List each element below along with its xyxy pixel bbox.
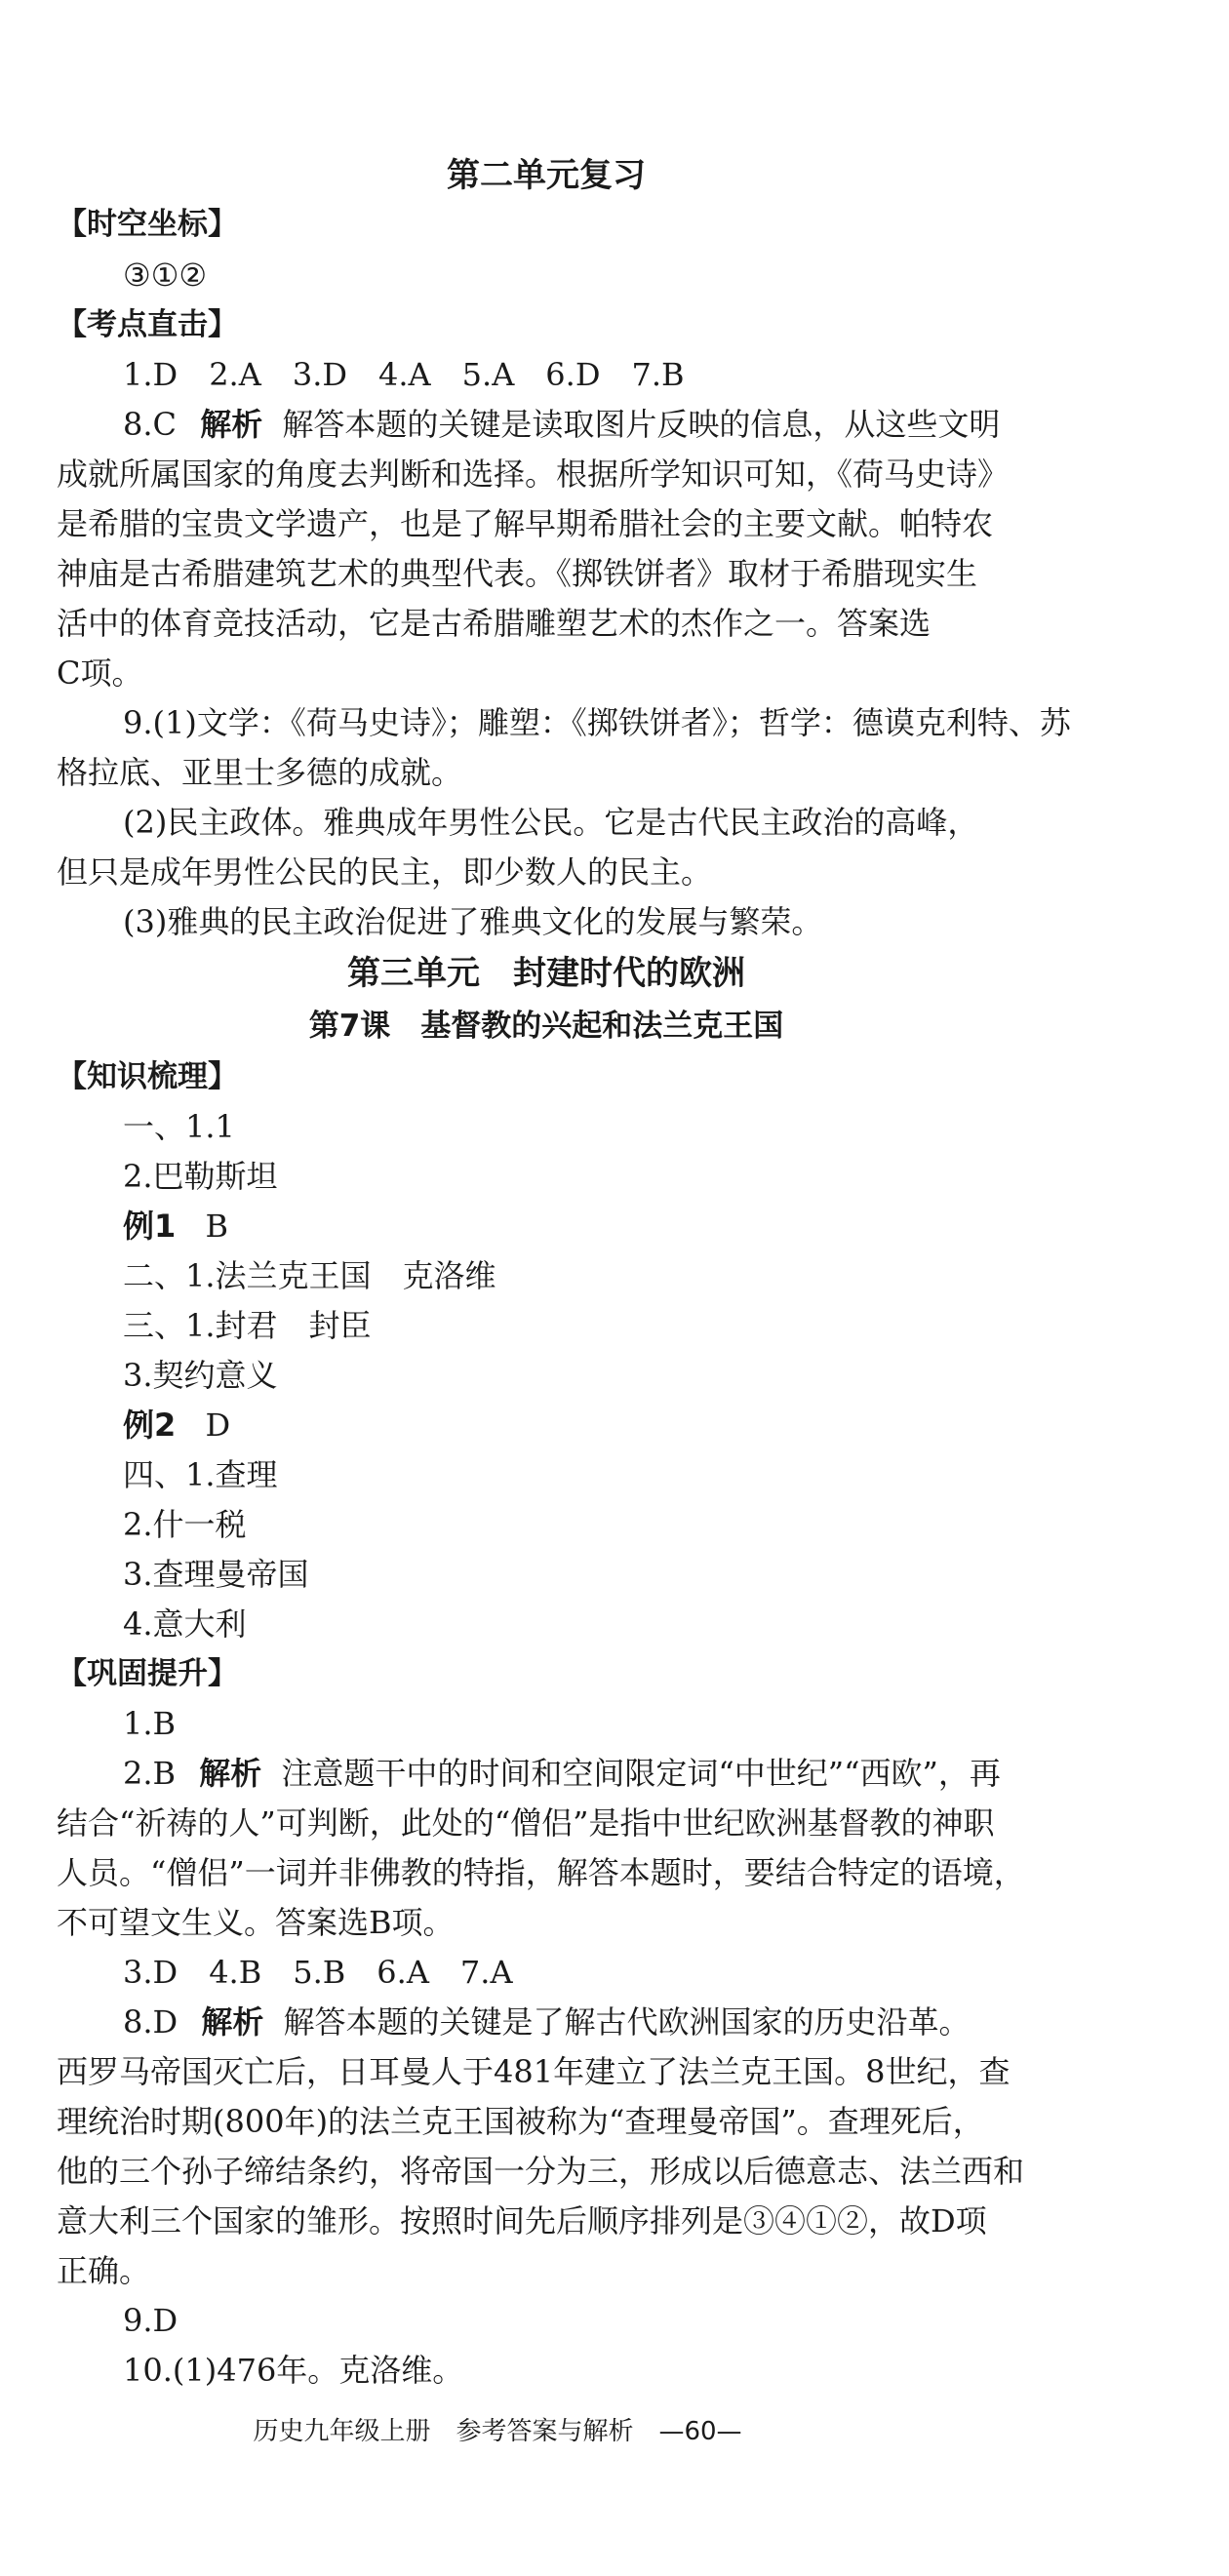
knowledge-item: 一、1.1 (123, 1108, 235, 1145)
knowledge-item: 2.什一税 (123, 1506, 247, 1543)
knowledge-item: 3.查理曼帝国 (123, 1556, 309, 1593)
knowledge-item: 3.契约意义 (123, 1357, 278, 1394)
c8-number: 8.D (123, 2003, 178, 2041)
q9-text-line: 9.(1)文学：《荷马史诗》；雕塑：《掷铁饼者》；哲学：德谟克利特、苏 (123, 704, 1071, 741)
c8-text: 解答本题的关键是了解古代欧洲国家的历史沿革。 (283, 2003, 971, 2041)
c8-text-line: 正确。 (57, 2252, 151, 2289)
q8-first-line (123, 405, 1000, 444)
example-2-answer: D (205, 1407, 231, 1444)
unit3-title: 第三单元 封建时代的欧洲 (347, 954, 745, 993)
lesson7-title: 第7课 基督教的兴起和法兰克王国 (308, 1009, 784, 1044)
c8-text-line: 他的三个孙子缔结条约，将帝国一分为三，形成以后德意志、法兰西和 (57, 2153, 1025, 2190)
example-2 (123, 1406, 230, 1445)
c8-text-line: 理统治时期(800年)的法兰克王国被称为“查理曼帝国”。查理死后， (57, 2103, 984, 2140)
q8-text-line: 成就所属国家的角度去判断和选择。根据所学知识可知，《荷马史诗》 (57, 456, 1010, 493)
knowledge-item: 三、1.封君 封臣 (123, 1307, 372, 1344)
page-footer: 历史九年级上册 参考答案与解析 —60— (253, 2417, 742, 2446)
example-1 (123, 1207, 228, 1246)
c2-first-line (123, 1754, 1001, 1793)
section-label-consolidate: 【巩固提升】 (57, 1656, 238, 1691)
example-1-label: 例1 (123, 1208, 177, 1245)
c8-text-line: 西罗马帝国灭亡后，日耳曼人于481年建立了法兰克王国。8世纪，查 (57, 2053, 1011, 2090)
unit2-review-title: 第二单元复习 (447, 156, 646, 195)
q8-number: 8.C (123, 406, 178, 443)
q9-3-text: (3)雅典的民主政治促进了雅典文化的发展与繁荣。 (123, 903, 823, 940)
knowledge-item: 二、1.法兰克王国 克洛维 (123, 1257, 496, 1294)
c2-text-line: 不可望文生义。答案选B项。 (57, 1904, 455, 1941)
q8-text-line: C项。 (57, 654, 143, 692)
q8-text-line: 活中的体育竞技活动，它是古希腊雕塑艺术的杰作之一。答案选 (57, 605, 932, 642)
q9-2-text-line: 但只是成年男性公民的民主，即少数人的民主。 (57, 853, 713, 891)
q9-text-line: 格拉底、亚里士多德的成就。 (57, 754, 463, 791)
c2-text-line: 人员。“僧侣”一词并非佛教的特指，解答本题时，要结合特定的语境， (57, 1854, 1025, 1891)
c8-text-line: 意大利三个国家的雏形。按照时间先后顺序排列是③④①②，故D项 (57, 2202, 987, 2239)
q9-2-text-line: (2)民主政体。雅典成年男性公民。它是古代民主政治的高峰， (123, 804, 979, 841)
c8-first-line (123, 2002, 971, 2041)
q8-text-line: 是希腊的宝贵文学遗产，也是了解早期希腊社会的主要文献。帕特农 (57, 505, 994, 542)
knowledge-item: 四、1.查理 (123, 1456, 278, 1493)
consolidate-answer-9: 9.D (123, 2302, 178, 2339)
q8-analysis-tag: 解析 (200, 406, 263, 443)
section-label-knowledge: 【知识梳理】 (57, 1059, 238, 1094)
c2-text: 注意题干中的时间和空间限定词“中世纪”“西欧”，再 (281, 1755, 1001, 1792)
knowledge-item: 4.意大利 (123, 1605, 247, 1643)
c2-text-line: 结合“祈祷的人”可判断，此处的“僧侣”是指中世纪欧洲基督教的神职 (57, 1804, 995, 1842)
c2-number: 2.B (123, 1755, 177, 1792)
answers-1-7: 1.D 2.A 3.D 4.A 5.A 6.D 7.B (123, 356, 685, 393)
q8-text: 解答本题的关键是读取图片反映的信息，从这些文明 (282, 406, 1001, 443)
example-2-label: 例2 (123, 1407, 177, 1444)
c2-analysis-tag: 解析 (199, 1755, 262, 1792)
consolidate-answer-1: 1.B (123, 1705, 177, 1742)
consolidate-answer-10: 10.(1)476年。克洛维。 (123, 2352, 464, 2389)
section-label-key-points: 【考点直击】 (57, 307, 238, 342)
answers-3-7: 3.D 4.B 5.B 6.A 7.A (123, 1954, 513, 1991)
c8-analysis-tag: 解析 (201, 2003, 264, 2041)
section-label-spacetime: 【时空坐标】 (57, 207, 238, 242)
q8-text-line: 神庙是古希腊建筑艺术的典型代表。《掷铁饼者》取材于希腊现实生 (57, 555, 978, 592)
example-1-answer: B (205, 1208, 228, 1245)
knowledge-item: 2.巴勒斯坦 (123, 1158, 278, 1195)
spacetime-answer: ③①② (123, 257, 208, 294)
